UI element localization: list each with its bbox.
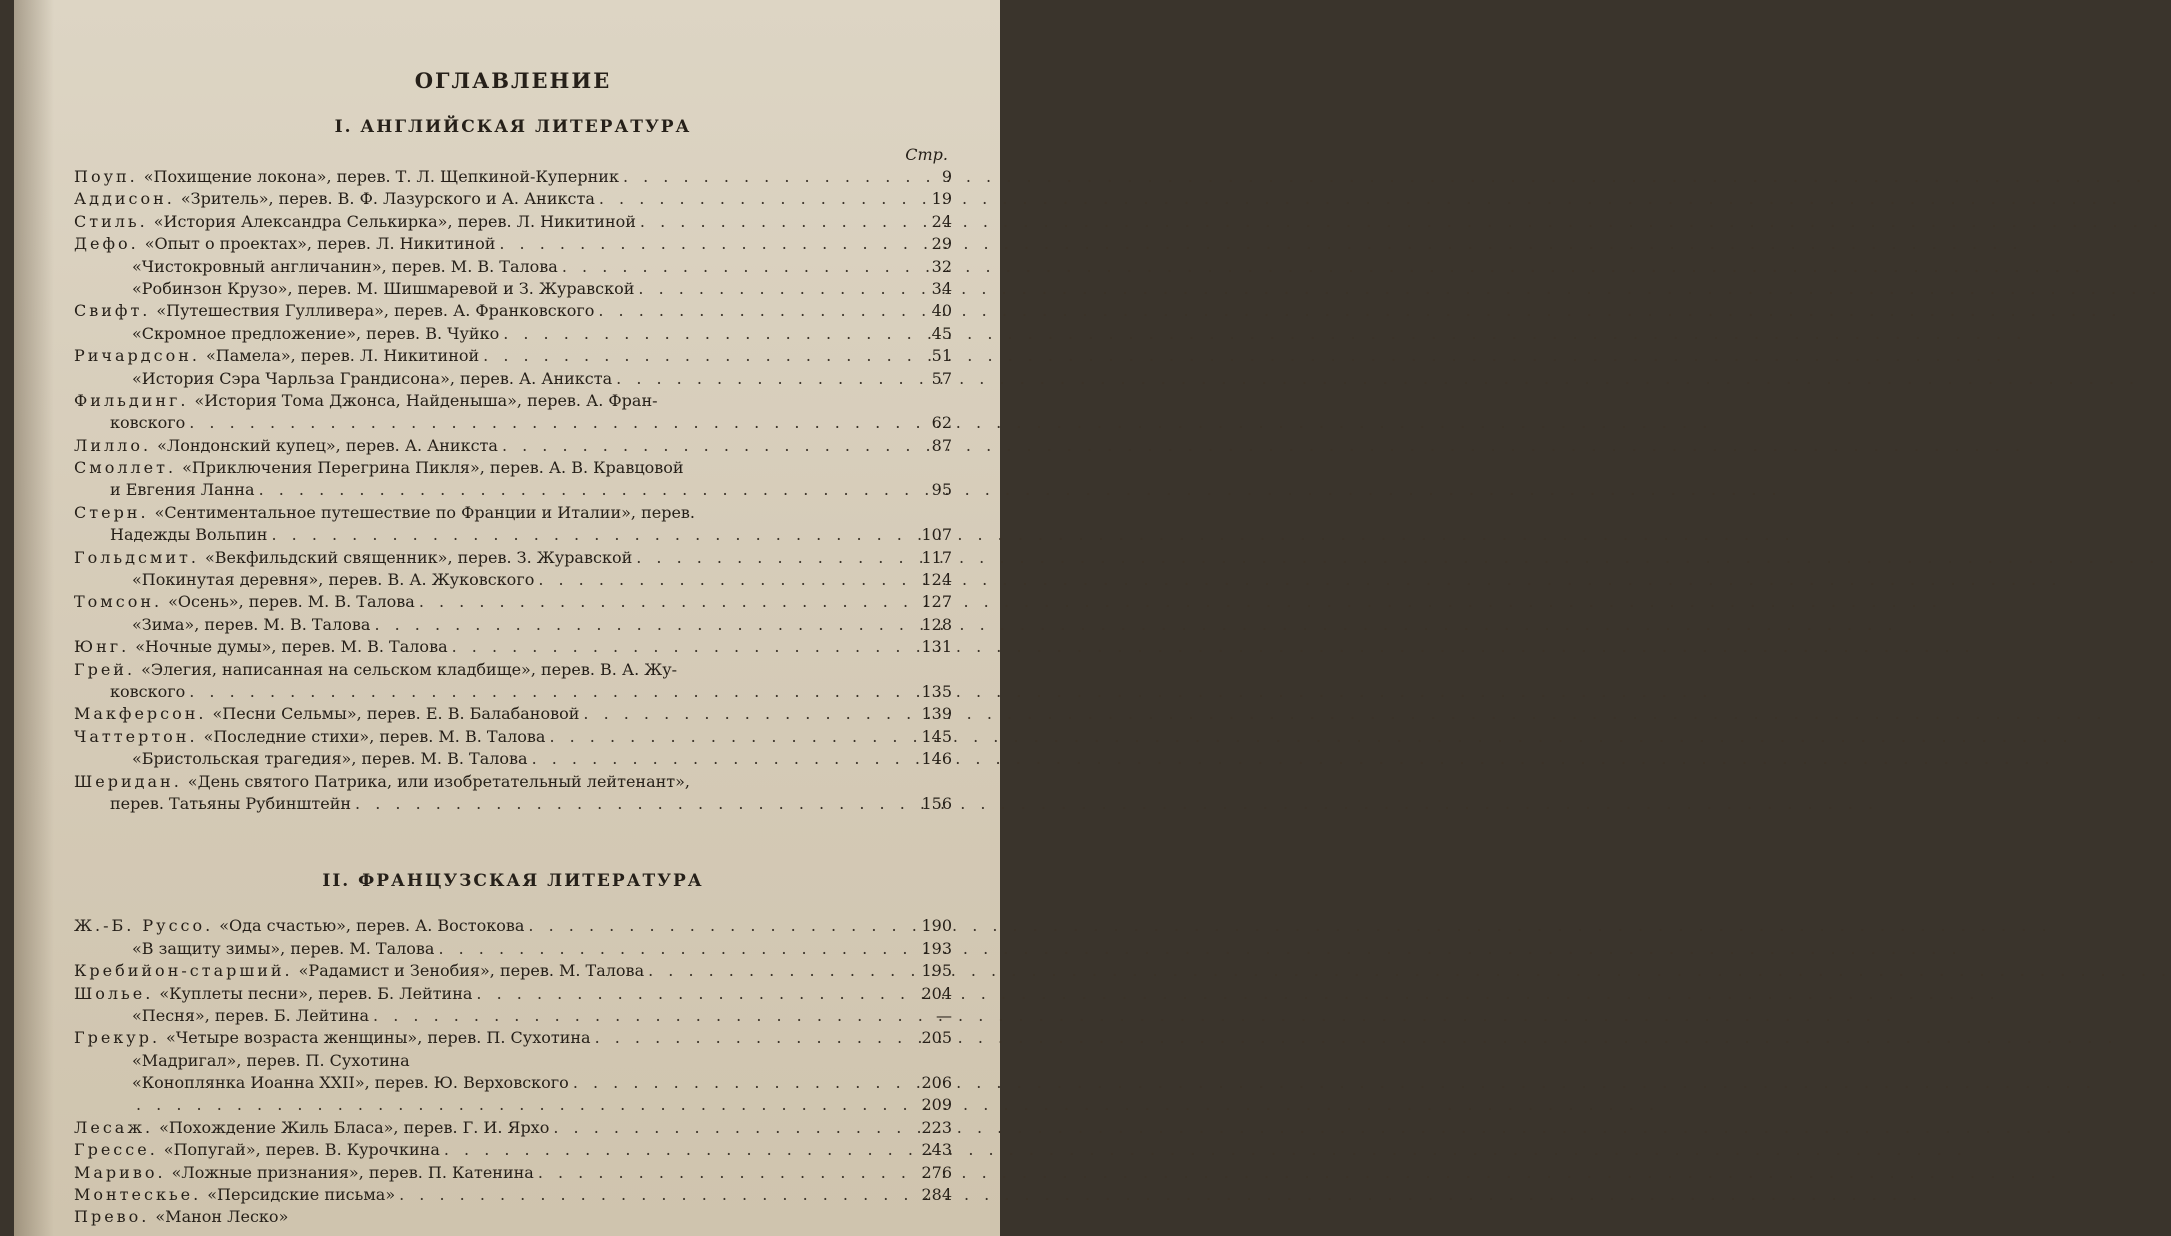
entry-author: Аддисон.: [74, 189, 175, 209]
entry-text-group: [110, 524, 267, 546]
entry-text-group: [74, 188, 595, 210]
entry-author: Томсон.: [74, 592, 163, 612]
dot-leader: [189, 681, 917, 703]
entry-page-number: 276: [921, 1162, 952, 1182]
dot-leader: [616, 368, 918, 390]
entry-title: ковского: [110, 413, 186, 433]
entry-text-group: [132, 256, 558, 278]
entry-author: Лилло.: [74, 435, 152, 455]
entry-author: Прево.: [74, 1207, 150, 1227]
entry-text-group: [74, 1162, 534, 1184]
entry-page-number: 34: [931, 278, 952, 298]
entry-author: Мариво.: [74, 1162, 166, 1182]
toc-entry: [74, 1184, 952, 1206]
entry-title: «Коноплянка Иоанна XXII», перев. Ю. Верховского: [132, 1073, 569, 1093]
toc-entry: [74, 703, 952, 725]
entry-page-number: 107: [921, 525, 952, 545]
entry-text-group: [74, 390, 658, 412]
toc-title: ОГЛАВЛЕНИЕ: [414, 68, 612, 93]
entry-page-number: 128: [921, 614, 952, 634]
entry-author: Кребийон-старший.: [74, 961, 293, 981]
dot-leader: [136, 1094, 917, 1116]
entry-title: Надежды Вольпин: [110, 525, 268, 545]
toc-entry: [74, 211, 952, 233]
entry-title: «Зритель», перев. В. Ф. Лазурского и А. Аникста: [180, 189, 595, 209]
entry-page-number: 127: [921, 592, 952, 612]
section-title: II. ФРАНЦУЗСКАЯ ЛИТЕРАТУРА: [322, 871, 704, 892]
book-page: [14, 0, 1000, 1236]
toc-entry: [74, 1005, 952, 1027]
dot-leader: [595, 1027, 918, 1049]
entry-text-group: [110, 479, 255, 501]
entry-page-number: 29: [931, 234, 952, 254]
dot-leader: [444, 1139, 918, 1161]
entry-text-group: [74, 636, 448, 658]
entry-title: «Ложные признания», перев. П. Катенина: [171, 1162, 534, 1182]
entry-author: Грекур.: [74, 1028, 161, 1048]
entry-text-group: [132, 1072, 569, 1094]
entry-page-number: 95: [931, 480, 952, 500]
entry-title: «Чистокровный англичанин», перев. М. В. Талова: [132, 256, 558, 276]
toc-entry: [74, 1139, 952, 1161]
entry-text-group: [74, 915, 524, 937]
dot-leader: [259, 479, 918, 501]
entry-author: Макферсон.: [74, 704, 207, 724]
toc-entry: [74, 771, 952, 793]
entry-page-number: 124: [921, 570, 952, 590]
entry-page-number: 206: [921, 1073, 952, 1093]
toc-entry: [74, 1094, 952, 1116]
entry-text-group: [74, 233, 495, 255]
entry-page-number: 117: [921, 547, 952, 567]
toc-entry: [74, 1162, 952, 1184]
entry-author: Чаттертон.: [74, 726, 198, 746]
section-english: [74, 117, 952, 815]
toc-entry: [74, 479, 952, 501]
entry-text-group: [110, 793, 351, 815]
entry-text-group: [74, 726, 545, 748]
dot-leader: [583, 703, 917, 725]
entry-title: «Зима», перев. М. В. Талова: [132, 614, 371, 634]
dot-leader: [373, 1005, 918, 1027]
dot-leader: [599, 188, 918, 210]
entry-author: Шеридан.: [74, 771, 182, 791]
entry-title: «Песня», перев. Б. Лейтина: [132, 1005, 370, 1025]
dot-leader: [648, 960, 917, 982]
toc-entry: [74, 256, 952, 278]
entry-page-number: 193: [921, 938, 952, 958]
entry-page-number: 135: [921, 681, 952, 701]
entry-list: [74, 915, 952, 1228]
toc-entry: [74, 345, 952, 367]
page-column-label: Стр.: [905, 145, 948, 164]
entry-page-number: 19: [931, 189, 952, 209]
entry-title: «Бристольская трагедия», перев. М. В. Талова: [132, 749, 528, 769]
entry-text-group: [132, 1005, 369, 1027]
entry-author: Монтескье.: [74, 1185, 202, 1205]
entry-title: «Осень», перев. М. В. Талова: [168, 592, 415, 612]
entry-text-group: [74, 1027, 591, 1049]
dot-leader: [636, 547, 917, 569]
entry-page-number: 146: [921, 749, 952, 769]
entry-text-group: [74, 345, 479, 367]
dot-leader: [502, 435, 918, 457]
entry-title: «Радамист и Зенобия», перев. М. Талова: [298, 961, 645, 981]
entry-text-group: [74, 457, 684, 479]
dot-leader: [355, 793, 917, 815]
entry-author: Лесаж.: [74, 1117, 154, 1137]
dot-leader: [573, 1072, 918, 1094]
entry-text-group: [74, 960, 644, 982]
entry-title: «Мадригал», перев. П. Сухотина: [132, 1050, 410, 1070]
dot-leader: [271, 524, 917, 546]
entry-title: «В защиту зимы», перев. М. Талова: [132, 938, 435, 958]
entry-author: Поуп.: [74, 167, 138, 186]
section-spacer: [74, 815, 952, 871]
toc-entry: [74, 748, 952, 770]
entry-author: Юнг.: [74, 637, 130, 657]
entry-author: Свифт.: [74, 301, 151, 321]
entry-text-group: [132, 323, 499, 345]
entry-title: «Попугай», перев. В. Курочкина: [163, 1140, 440, 1160]
entry-text-group: [132, 569, 534, 591]
entry-page-number: 284: [921, 1185, 952, 1205]
dot-leader: [553, 1117, 917, 1139]
entry-text-group: [132, 1050, 410, 1072]
toc-entry: [74, 524, 952, 546]
toc-entry: [74, 1072, 952, 1094]
entry-text-group: [74, 211, 636, 233]
entry-text-group: [132, 938, 434, 960]
entry-page-number: 145: [921, 726, 952, 746]
entry-text-group: [74, 1206, 288, 1228]
dot-leader: [562, 256, 918, 278]
entry-text-group: [74, 547, 632, 569]
entry-page-number: 209: [921, 1095, 952, 1115]
entry-page-number: 243: [921, 1140, 952, 1160]
entry-text-group: [74, 703, 579, 725]
toc-entry: [74, 166, 952, 188]
entry-page-number: —: [936, 1005, 952, 1025]
entry-author: Ричардсон.: [74, 346, 200, 366]
entry-title: «Приключения Перегрина Пикля», перев. А. В. Кравцовой: [182, 458, 684, 478]
toc-entry: [74, 233, 952, 255]
toc-entry: [74, 915, 952, 937]
entry-title: «Опыт о проектах», перев. Л. Никитиной: [144, 234, 496, 254]
entry-text-group: [132, 278, 634, 300]
entry-title: «История Александра Селькирка», перев. Л. Никитиной: [153, 211, 636, 231]
dot-leader: [399, 1184, 917, 1206]
dot-leader: [640, 211, 918, 233]
entry-title: ковского: [110, 681, 186, 701]
dot-leader: [499, 233, 918, 255]
entry-title: «День святого Патрика, или изобретательный лейтенант»,: [187, 771, 691, 791]
entry-title: «Персидские письма»: [207, 1185, 396, 1205]
entry-author: Стерн.: [74, 502, 149, 522]
entry-title: «История Тома Джонса, Найденыша», перев. А. Фран-: [194, 390, 658, 410]
entry-text-group: [74, 983, 472, 1005]
entry-text-group: [132, 368, 612, 390]
toc-entry: [74, 278, 952, 300]
entry-page-number: 40: [931, 301, 952, 321]
entry-title: «Робинзон Крузо», перев. М. Шишмаревой и З. Журавской: [132, 278, 635, 298]
toc-entry: [74, 547, 952, 569]
toc-entry: [74, 591, 952, 613]
entry-author: Грессе.: [74, 1140, 158, 1160]
dot-leader: [549, 726, 917, 748]
entry-author: Стиль.: [74, 211, 148, 231]
dot-leader: [623, 166, 918, 188]
entry-title: «Ночные думы», перев. М. В. Талова: [135, 637, 448, 657]
dot-leader: [452, 636, 918, 658]
entry-text-group: [74, 771, 690, 793]
toc-entry: [74, 1206, 952, 1228]
toc-entry: [74, 614, 952, 636]
dot-leader: [476, 983, 917, 1005]
dot-leader: [638, 278, 918, 300]
table-of-contents: [74, 62, 952, 1229]
entry-page-number: 51: [931, 346, 952, 366]
entry-page-number: 156: [921, 793, 952, 813]
toc-entry: [74, 793, 952, 815]
toc-entry: [74, 502, 952, 524]
entry-title: «Похождение Жиль Бласа», перев. Г. И. Ярхо: [159, 1117, 550, 1137]
toc-entry: [74, 412, 952, 434]
toc-entry: [74, 435, 952, 457]
entry-title: «Элегия, написанная на сельском кладбище», перев. В. А. Жу-: [141, 659, 678, 679]
entry-title: «Ода счастью», перев. А. Востокова: [219, 916, 525, 936]
entry-page-number: 190: [921, 916, 952, 936]
toc-entry: [74, 726, 952, 748]
dot-leader: [598, 300, 918, 322]
entry-author: Шолье.: [74, 983, 154, 1003]
section-title: I. АНГЛИЙСКАЯ ЛИТЕРАТУРА: [334, 117, 692, 137]
entry-page-number: 24: [931, 211, 952, 231]
toc-entry: [74, 1117, 952, 1139]
toc-entry: [74, 983, 952, 1005]
dot-leader: [438, 938, 917, 960]
entry-text-group: [74, 300, 594, 322]
entry-title: «Векфильдский священник», перев. З. Журавской: [204, 547, 633, 567]
entry-page-number: 32: [931, 256, 952, 276]
entry-text-group: [110, 681, 185, 703]
toc-entry: [74, 188, 952, 210]
entry-page-number: 45: [931, 323, 952, 343]
entry-title: «Манон Леско»: [155, 1207, 289, 1227]
entry-text-group: [74, 435, 498, 457]
entry-author: Фильдинг.: [74, 390, 189, 410]
entry-title: «Последние стихи», перев. М. В. Талова: [203, 726, 546, 746]
entry-title: «Четыре возраста женщины», перев. П. Сухотина: [166, 1028, 591, 1048]
toc-entry: [74, 323, 952, 345]
entry-author: Дефо.: [74, 234, 139, 254]
entry-text-group: [74, 1117, 549, 1139]
section-french: [74, 871, 952, 1228]
entry-page-number: 139: [921, 704, 952, 724]
entry-title: «Куплеты песни», перев. Б. Лейтина: [159, 983, 473, 1003]
entry-text-group: [132, 748, 528, 770]
entry-page-number: 205: [921, 1028, 952, 1048]
entry-title: «Лондонский купец», перев. А. Аникста: [157, 435, 498, 455]
entry-page-number: 87: [931, 435, 952, 455]
entry-page-number: 223: [921, 1117, 952, 1137]
toc-entry: [74, 636, 952, 658]
dot-leader: [528, 915, 917, 937]
entry-text-group: [74, 591, 415, 613]
dot-leader: [538, 569, 917, 591]
entry-text-group: [110, 412, 185, 434]
entry-author: Гольдсмит.: [74, 547, 199, 567]
entry-title: «Скромное предложение», перев. В. Чуйко: [132, 323, 500, 343]
toc-entry: [74, 960, 952, 982]
entry-title: «Сентиментальное путешествие по Франции и Италии», перев.: [154, 502, 696, 522]
entry-text-group: [74, 659, 677, 681]
toc-entry: [74, 659, 952, 681]
entry-title: «Похищение локона», перев. Т. Л. Щепкиной-Куперник: [143, 167, 619, 186]
dot-leader: [538, 1162, 918, 1184]
toc-entry: [74, 1050, 952, 1072]
dot-leader: [483, 345, 918, 367]
toc-entry: [74, 457, 952, 479]
toc-entry: [74, 300, 952, 322]
entry-author: Грей.: [74, 659, 136, 679]
entry-text-group: [74, 166, 619, 188]
dot-leader: [532, 748, 918, 770]
entry-page-number: 131: [921, 637, 952, 657]
entry-page-number: 9: [941, 167, 952, 186]
toc-entry: [74, 938, 952, 960]
entry-title: «История Сэра Чарльза Грандисона», перев. А. Аникста: [132, 368, 613, 388]
entry-page-number: 62: [931, 413, 952, 433]
toc-entry: [74, 681, 952, 703]
entry-text-group: [74, 502, 695, 524]
toc-entry: [74, 1027, 952, 1049]
entry-author: Смоллет.: [74, 458, 177, 478]
entry-title: «Путешествия Гулливера», перев. А. Франковского: [156, 301, 595, 321]
entry-text-group: [132, 614, 370, 636]
entry-list: [74, 166, 952, 815]
dot-leader: [503, 323, 918, 345]
entry-title: и Евгения Ланна: [110, 480, 255, 500]
dot-leader: [189, 412, 918, 434]
entry-text-group: [74, 1184, 395, 1206]
dot-leader: [374, 614, 917, 636]
toc-entry: [74, 569, 952, 591]
entry-title: «Покинутая деревня», перев. В. А. Жуковского: [132, 570, 535, 590]
entry-text-group: [74, 1139, 440, 1161]
entry-page-number: 57: [931, 368, 952, 388]
dot-leader: [419, 591, 918, 613]
toc-entry: [74, 368, 952, 390]
entry-page-number: 195: [921, 961, 952, 981]
entry-title: «Песни Сельмы», перев. Е. В. Балабановой: [212, 704, 580, 724]
entry-title: «Памела», перев. Л. Никитиной: [205, 346, 480, 366]
entry-page-number: 204: [921, 983, 952, 1003]
toc-entry: [74, 390, 952, 412]
entry-title: перев. Татьяны Рубинштейн: [110, 793, 352, 813]
entry-author: Ж.-Б. Руссо.: [74, 916, 214, 936]
